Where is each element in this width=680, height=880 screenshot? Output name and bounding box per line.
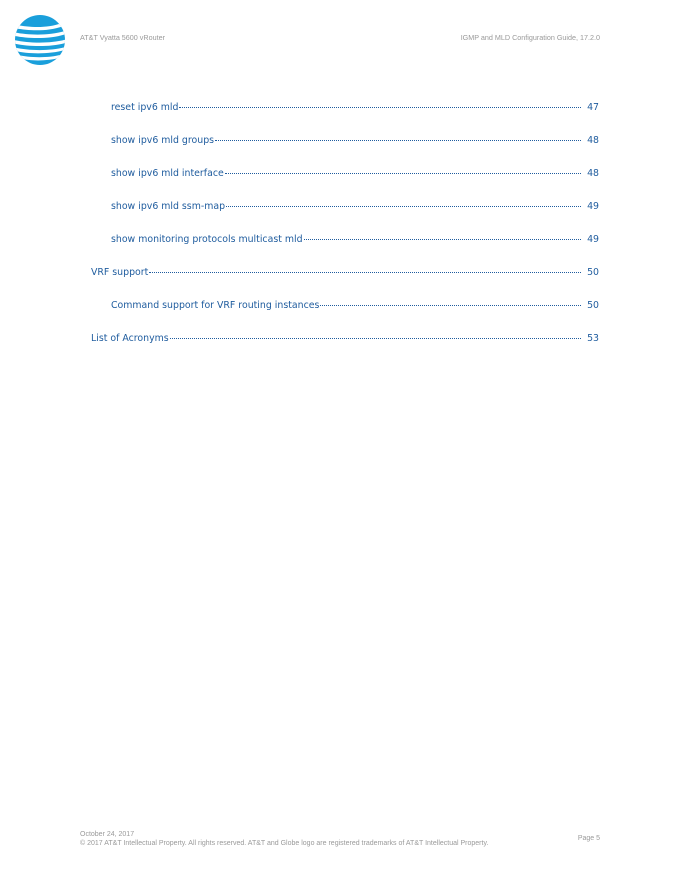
- header-product-name: AT&T Vyatta 5600 vRouter: [80, 33, 165, 42]
- toc-entry[interactable]: [111, 201, 599, 212]
- toc-dot-leader: [149, 272, 581, 273]
- toc-entry-label[interactable]: reset ipv6 mld: [111, 102, 179, 113]
- toc-entry-label[interactable]: show ipv6 mld groups: [111, 135, 215, 146]
- toc-entry[interactable]: [111, 102, 599, 113]
- toc-dot-leader: [225, 173, 581, 174]
- footer-copyright: © 2017 AT&T Intellectual Property. All rights reserved. AT&T and Globe logo are registered trademarks of AT&T Intellectual Property.: [80, 840, 489, 847]
- toc-entry-label[interactable]: show ipv6 mld ssm-map: [111, 201, 226, 212]
- toc-entry-page[interactable]: 50: [587, 300, 599, 311]
- toc-entry-page[interactable]: 53: [587, 333, 599, 344]
- toc-entry-label[interactable]: VRF support: [91, 267, 149, 278]
- toc-entry[interactable]: [91, 333, 599, 344]
- toc-entry-label[interactable]: show monitoring protocols multicast mld: [111, 234, 303, 245]
- footer-date: October 24, 2017: [80, 831, 135, 838]
- toc-dot-leader: [170, 338, 581, 339]
- toc-entry[interactable]: [111, 135, 599, 146]
- footer-page-number: Page 5: [577, 835, 600, 842]
- toc-dot-leader: [215, 140, 581, 141]
- toc-dot-leader: [226, 206, 581, 207]
- toc-entry-page[interactable]: 48: [587, 135, 599, 146]
- toc-entry-label[interactable]: Command support for VRF routing instances: [111, 300, 320, 311]
- toc-entry-label[interactable]: show ipv6 mld interface: [111, 168, 224, 179]
- toc-dot-leader: [304, 239, 581, 240]
- toc-entry[interactable]: [111, 168, 599, 179]
- toc-entry-page[interactable]: 47: [587, 102, 599, 113]
- toc-entry-page[interactable]: 50: [587, 267, 599, 278]
- toc-entry-page[interactable]: 49: [587, 201, 599, 212]
- toc-entry-label[interactable]: List of Acronyms: [91, 333, 169, 344]
- toc-dot-leader: [320, 305, 581, 306]
- toc-entry[interactable]: [91, 267, 599, 278]
- toc-entry[interactable]: [111, 234, 599, 245]
- att-globe-logo-icon: [14, 14, 66, 66]
- toc-entry[interactable]: [111, 300, 599, 311]
- header-guide-title: IGMP and MLD Configuration Guide, 17.2.0: [460, 33, 600, 42]
- toc-entry-page[interactable]: 49: [587, 234, 599, 245]
- toc-dot-leader: [179, 107, 581, 108]
- toc-entry-page[interactable]: 48: [587, 168, 599, 179]
